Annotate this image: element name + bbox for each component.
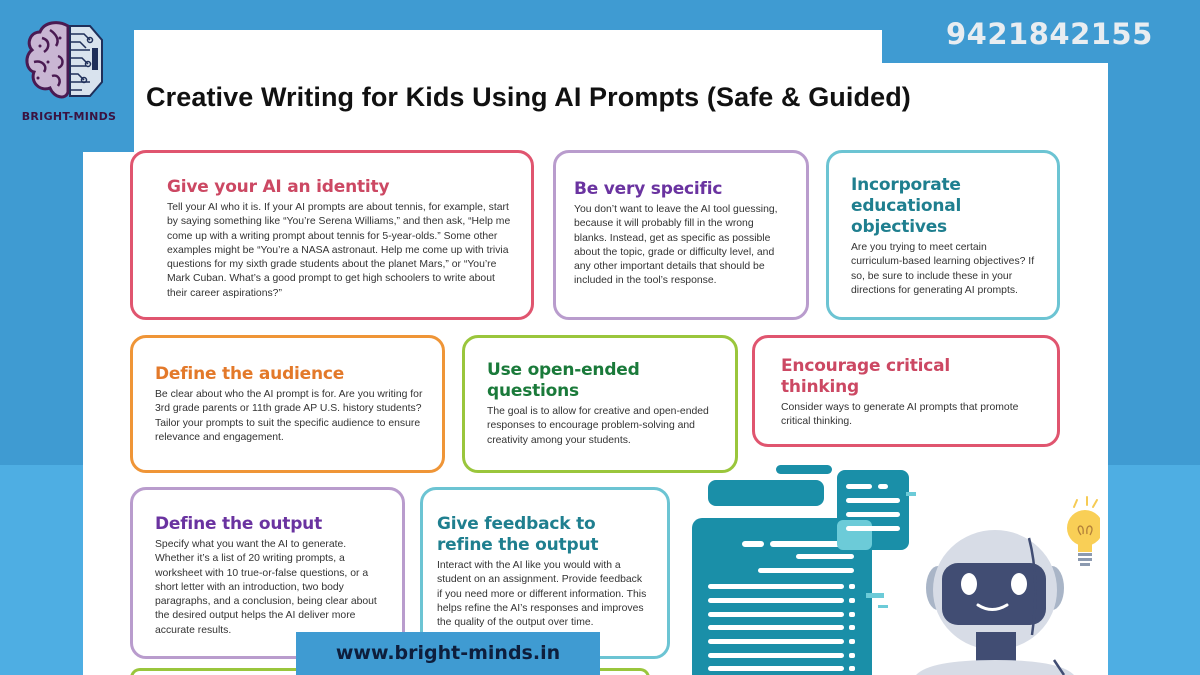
page-title: Creative Writing for Kids Using AI Prompts (Safe & Guided) (146, 82, 911, 112)
card-body: Be clear about who the AI prompt is for. Are you writing for 3rd grade parents or 11th grade AP U.S. history students? Tailor your prompts to suit the specific audience to ensure relevance and engagement. (155, 389, 423, 443)
lightbulb-icon (1067, 497, 1100, 566)
card-educational-objectives (826, 150, 1060, 320)
card-critical-thinking (752, 335, 1060, 447)
card-title: Give your AI an identity (167, 177, 390, 197)
brand-name: BRIGHT-MINDS (21, 110, 117, 123)
brain-circuit-icon (20, 18, 118, 110)
card-body: Specify what you want the AI to generate. Whether it’s a list of 20 writing prompts, a worksheet with 10 true-or-false questions, or a short letter with an introduction, two body paragraphs, and a conclusion, being clear about the desired output helps the AI deliver more accurate results. (155, 539, 377, 636)
card-be-specific (553, 150, 809, 320)
card-body: Tell your AI who it is. If your AI prompts are about tennis, for example, start by saying something like “You’re Serena Williams,” and then ask, “Help me come up with a writing prompt about tennis for 5-year-olds.” Some other examples might be “You’re a NASA astronaut. Help me come up with trivia questions for my sixth grade students about the planet Mars,” or “You’re Mark Cuban. What’s a good prompt to get high schoolers to write about their career aspirations?” (167, 202, 511, 299)
title-panel-right (882, 63, 1108, 160)
card-title: Give feedback to refine the output (437, 514, 599, 555)
card-open-ended-questions (462, 335, 738, 473)
card-title: Use open-ended questions (487, 360, 640, 401)
card-body: The goal is to allow for creative and open-ended responses to encourage problem-solving and creativity among your students. (487, 406, 709, 446)
card-define-audience (130, 335, 445, 473)
card-title: Define the audience (155, 364, 345, 384)
card-body: Consider ways to generate AI prompts that promote critical thinking. (781, 402, 1019, 428)
card-ai-identity (130, 150, 534, 320)
card-title: Define the output (155, 514, 322, 534)
card-body: Interact with the AI like you would with a student on an assignment. Provide feedback if you need more or different information. This helps refine the AI’s responses and improves the quality of the output over time. (437, 560, 647, 629)
robot-icon (916, 530, 1074, 675)
phone-number[interactable]: 9421842155 (946, 17, 1153, 51)
card-title: Incorporate educational objectives (851, 175, 962, 237)
card-title: Be very specific (574, 179, 723, 199)
card-body: Are you trying to meet certain curriculum-based learning objectives? If so, be sure to include these in your directions for generating AI prompts. (851, 242, 1035, 296)
card-body: You don’t want to leave the AI tool guessing, because it will probably fill in the wrong blanks. Instead, get as specific as possible about the topic, grade or difficulty level, and any other important details that should be included in the tool’s response. (574, 204, 778, 287)
brand-logo (20, 18, 118, 128)
robot-document-illustration (680, 460, 1100, 675)
website-url[interactable]: www.bright-minds.in (296, 632, 600, 675)
card-title: Encourage critical thinking (781, 356, 951, 397)
